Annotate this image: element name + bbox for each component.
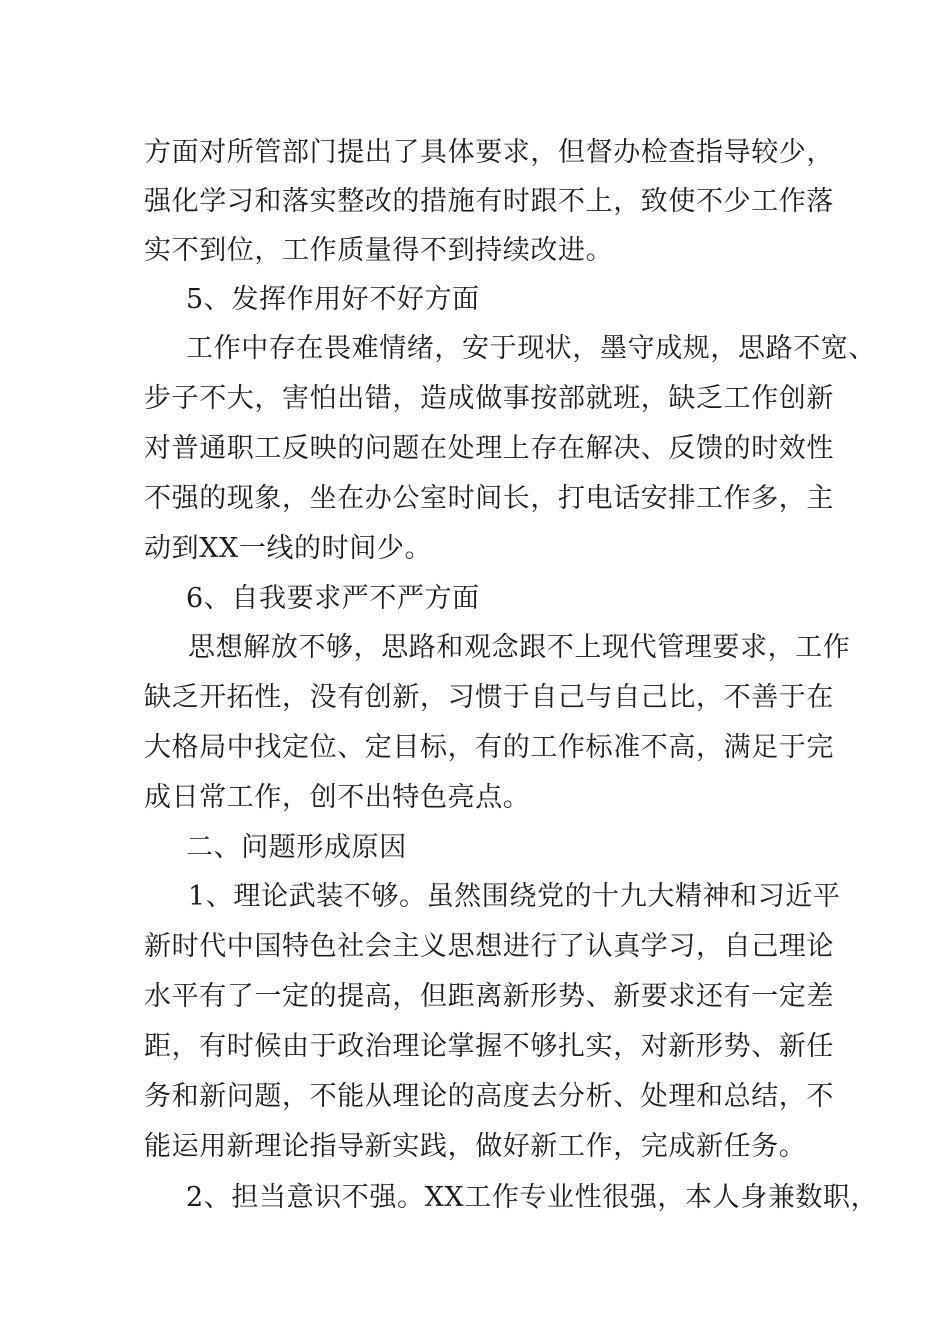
text-line: 成日常工作，创不出特色亮点。 (144, 782, 531, 813)
text-line: 动到XX一线的时间少。 (144, 533, 433, 564)
text-line: 实不到位，工作质量得不到持续改进。 (144, 235, 614, 266)
section-heading: 5、发挥作用好不好方面 (186, 284, 480, 315)
text-line: 水平有了一定的提高，但距离新形势、新要求还有一定差 (144, 981, 834, 1012)
text-line: 不强的现象，坐在办公室时间长，打电话安排工作多，主 (144, 483, 834, 514)
text-line: 工作中存在畏难情绪，安于现状，墨守成规，思路不宽、 (186, 333, 876, 364)
text-line: 2、担当意识不强。XX工作专业性很强，本人身兼数职， (186, 1182, 879, 1213)
text-line: 方面对所管部门提出了具体要求，但督办检查指导较少， (144, 137, 834, 168)
text-line: 新时代中国特色社会主义思想进行了认真学习，自己理论 (144, 931, 834, 962)
text-line: 强化学习和落实整改的措施有时跟不上，致使不少工作落 (144, 186, 834, 217)
text-line: 距，有时候由于政治理论掌握不够扎实，对新形势、新任 (144, 1031, 834, 1062)
text-line: 步子不大，害怕出错，造成做事按部就班，缺乏工作创新 (144, 383, 834, 414)
text-line: 务和新问题，不能从理论的高度去分析、处理和总结，不 (144, 1081, 834, 1112)
text-line: 1、理论武装不够。虽然围绕党的十九大精神和习近平 (188, 881, 841, 912)
section-heading: 二、问题形成原因 (186, 832, 407, 863)
section-heading: 6、自我要求严不严方面 (186, 583, 480, 614)
text-line: 缺乏开拓性，没有创新，习惯于自己与自己比，不善于在 (144, 682, 834, 713)
text-line: 能运用新理论指导新实践，做好新工作，完成新任务。 (144, 1131, 807, 1162)
text-line: 对普通职工反映的问题在处理上存在解决、反馈的时效性 (144, 433, 834, 464)
text-line: 思想解放不够，思路和观念跟不上现代管理要求，工作 (188, 632, 851, 663)
text-line: 大格局中找定位、定目标，有的工作标准不高，满足于完 (144, 732, 834, 763)
